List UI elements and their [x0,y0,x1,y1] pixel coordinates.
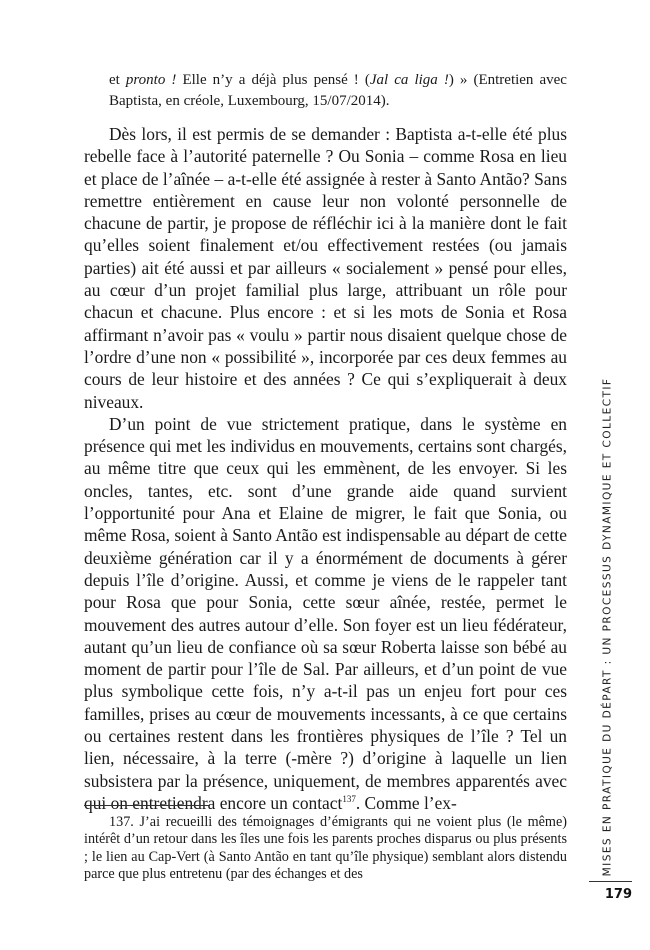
footnote-separator [84,805,210,806]
page-number: 179 [604,887,632,902]
running-head-text: MISES EN PRATIQUE DU DÉPART : UN PROCESSUS DYNAMIQUE ET COLLECTIF [601,377,613,877]
paragraph-1: Dès lors, il est permis de se demander : Baptista a-t-elle été plus rebelle face à l’autorité paternelle ? Ou Sonia – comme Rosa en lieu et place de l’aînée – a-t-elle été assignée à rester à Santo Antão? Sans remettre entièrement en cause leur non volonté personnelle de chacune de partir, je propose de réfléchir ici à la manière dont le fait qu’elles soient finalement et/ou effectivement restées (ou jamais parties) ait été aussi et par ailleurs « socialement » pensé pour elles, au cœur d’un projet familial plus large, attribuant un rôle pour chacun et chacune. Plus encore : et si les mots de Sonia et Rosa affirmant n’avoir pas « voulu » partir nous disaient quelque chose de l’ordre d’une non « possibilité », incorporée par ces deux femmes au cours de leur histoire et des années ? Ce qui s’expliquerait à deux niveaux. [84,124,567,412]
quote-italic-creole: Jal ca liga ! [369,72,449,88]
paragraph-2-tail: . Comme l’ex- [355,792,457,813]
paragraph-2-text: D’un point de vue strictement pratique, dans le système en présence qui met les individus en mouvements, certains sont chargés, au même titre que ceux qui les emmènent, de les envoyer. Si les oncles, tantes, etc. sont d’une grande aide quand survient l’opportunité pour Ana et Elaine de migrer, le fait que Sonia, ou même Rosa, soient à Santo Antão est indispensable au départ de cette deuxième génération car il y a énormément de documents à gérer depuis l’île d’origine. Aussi, et comme je viens de le rappeler tant pour Rosa que pour Sonia, cette sœur aînée, restée, permet le mouvement des autres autour d’elle. Son foyer est un lieu fédérateur, autant qu’un lieu de confiance où sa sœur Roberta laisse son bébé au moment de partir pour l’île de Sal. Par ailleurs, et d’un point de vue plus symbolique cette fois, n’y a-t-il pas un enjeu fort pour ces familles, prises au cœur de mouvements incessants, à ce que certains ou certaines restent dans les frontières physiques de l’île ? Tel un lien, nécessaire, à la terre (-mère ?) d’origine à laquelle un lien subsistera par la présence, uniquement, de membres apparentés avec qui on entretiendra encore un contact [84,413,567,813]
quote-text-middle: Elle n’y a déjà plus pensé ! ( [176,72,370,88]
footnote [84,814,567,884]
quote-continuation [109,70,567,112]
running-head [597,377,617,877]
quote-italic-pronto: pronto ! [125,72,177,88]
paragraph-2 [84,413,567,814]
footnote-reference[interactable]: 137 [342,793,356,804]
quote-text-tail: ) » (Entretien avec Baptista, en créole, Luxembourg, 15/07/2014). [109,72,567,109]
quote-text-lead: et [109,72,126,88]
folio-rule [589,881,632,882]
body-text [84,123,567,814]
footnote-137: 137. J’ai recueilli des témoignages d’émigrants qui ne voient plus (le même) intérêt d’un retour dans les îles une fois les parents proches disparus ou plus présents ; le lien au Cap-Vert (à Santo Antão en tant qu’île physique) semblant alors distendu parce que plus entretenu (par des échanges et des [84,814,567,883]
